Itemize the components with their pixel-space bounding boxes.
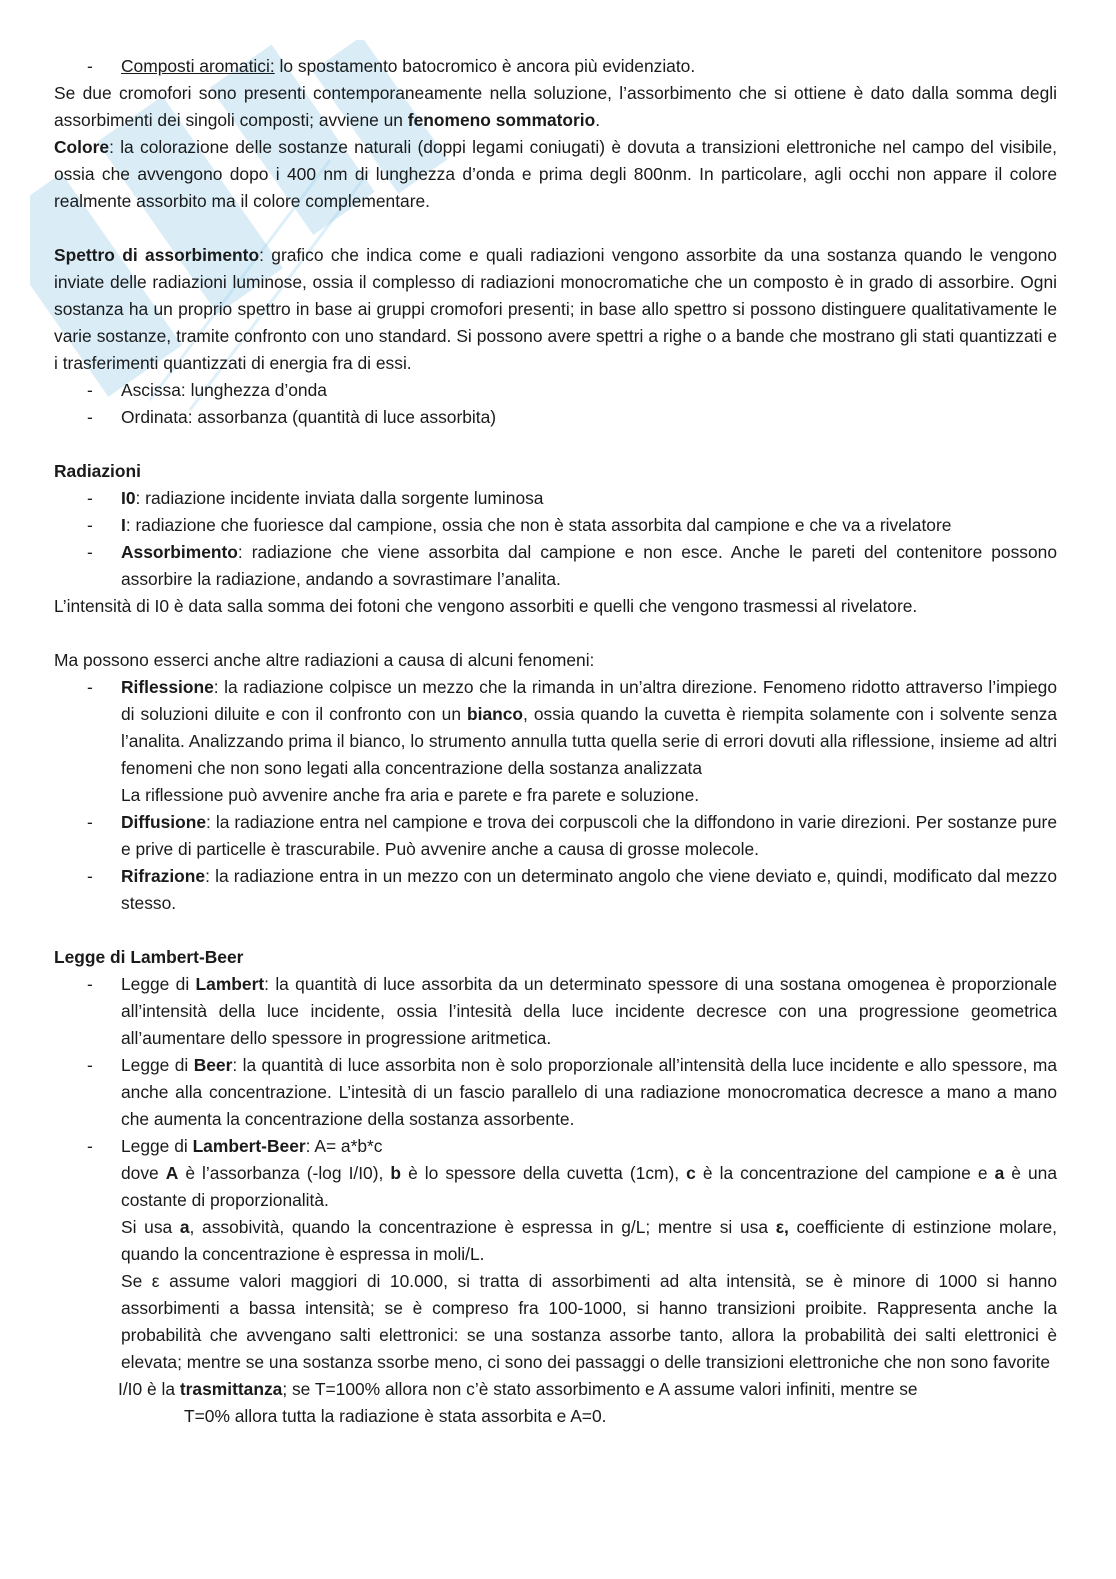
term-riflessione: Riflessione — [121, 677, 214, 697]
bullet-text: : radiazione che viene assorbita dal campione e non esce. Anche le pareti del contenitore possono assorbire la radiazione, andando a sovrastimare l’analita. — [121, 542, 1057, 589]
var-epsilon: ε, — [775, 1217, 789, 1237]
paragraph-text: Se due cromofori sono presenti contemporaneamente nella soluzione, l’assorbimento che si ottiene è dato dalla somma degli assorbimenti dei singoli composti; avviene un — [54, 83, 1057, 130]
heading-lambert-beer — [54, 944, 1057, 971]
bullet-legge-lambert-beer — [54, 1133, 1057, 1160]
bullet-text: Legge di — [121, 1055, 194, 1075]
heading-radiazioni — [54, 458, 1057, 485]
document-body — [54, 53, 1057, 1430]
bullet-text: , ossia quando la cuvetta è riempita solamente con i solvente senza l’analita. Analizzando prima il bianco, lo strumento annulla tutta quella serie di errori dovuti alla riflessione, insieme ad altri fenomeni che non sono legati alla concentrazione della sostanza analizzata — [121, 704, 1057, 778]
bullet-text: Ascissa: lunghezza d’onda — [121, 380, 327, 400]
bullet-i — [54, 512, 1057, 539]
term-i: I — [121, 515, 126, 535]
text: , assobività, quando la concentrazione è espressa in g/L; mentre si usa — [189, 1217, 776, 1237]
paragraph-text: : grafico che indica come e quali radiazioni vengono assorbite da una sostanza quando le vengono inviate delle radiazioni luminose, ossia il complesso di radiazioni monocromatiche che un composto è in grado di assorbire. Ogni sostanza ha un proprio spettro in base ai gruppi cromofori presenti; in base allo spettro si possono distinguere qualitativamente le varie sostanze, tramite confronto con uno standard. Si possono avere spettri a righe o a bande che mostrano gli stati quantizzati e i trasferimenti quantizzati di energia fra di essi. — [54, 245, 1057, 373]
list-dash: - — [87, 380, 93, 400]
term-diffusione: Diffusione — [121, 812, 207, 832]
list-dash: - — [87, 812, 93, 832]
term-i0: I0 — [121, 488, 136, 508]
paragraph-spettro — [54, 242, 1057, 377]
bullet-riflessione — [54, 674, 1057, 782]
bullet-text: : radiazione che fuoriesce dal campione, ossia che non è stata assorbita dal campione e che va a rivelatore — [125, 515, 952, 535]
bullet-legge-beer — [54, 1052, 1057, 1133]
text: ; se T=100% allora non c’è stato assorbimento e A assume valori infiniti, mentre se — [282, 1379, 918, 1399]
term-rifrazione: Rifrazione — [121, 866, 206, 886]
list-dash: - — [87, 56, 93, 76]
bullet-text: Legge di — [121, 1136, 193, 1156]
bullet-ascissa — [54, 377, 1057, 404]
var-a: a — [994, 1163, 1005, 1183]
term-lambert-beer: Lambert-Beer — [192, 1136, 306, 1156]
formula-si-usa — [54, 1214, 1057, 1268]
list-dash: - — [87, 1136, 93, 1156]
var-a-upper: A — [165, 1163, 179, 1183]
heading-text: Radiazioni — [54, 461, 141, 481]
bullet-text: : la radiazione entra in un mezzo con un determinato angolo che viene deviato e, quindi, modificato dal mezzo stesso. — [121, 866, 1057, 913]
list-dash: - — [87, 488, 93, 508]
paragraph-intensita: L’intensità di I0 è data salla somma dei fotoni che vengono assorbiti e quelli che vengono trasmessi al rivelatore. — [54, 596, 918, 616]
text: Si usa — [121, 1217, 180, 1237]
text: coefficiente di estinzione molare, quando la concentrazione è espressa in moli/L. — [121, 1217, 1057, 1264]
bullet-text: : la quantità di luce assorbita non è solo proporzionale all’intensità della luce incidente e allo spessore, ma anche alla concentrazione. L’intesità di un fascio parallelo di una radiazione monocromatica decresce a mano a mano che aumenta la concentrazione della sostanza assorbente. — [121, 1055, 1057, 1129]
bullet-composti-aromatici — [54, 53, 1057, 80]
var-c: c — [686, 1163, 696, 1183]
text: I/I0 è la — [118, 1379, 180, 1399]
bullet-i0 — [54, 485, 1057, 512]
term-trasmittanza: trasmittanza — [179, 1379, 283, 1399]
term-composti-aromatici: Composti aromatici: — [121, 56, 275, 76]
term-colore: Colore — [54, 137, 110, 157]
term-beer: Beer — [193, 1055, 233, 1075]
term-bianco: bianco — [467, 704, 524, 724]
formula-dove — [54, 1160, 1057, 1214]
bullet-text: lo spostamento batocromico è ancora più evidenziato. — [274, 56, 696, 76]
list-dash: - — [87, 515, 93, 535]
term-fenomeno-sommatorio: fenomeno sommatorio — [407, 110, 596, 130]
term-assorbimento: Assorbimento — [121, 542, 238, 562]
formula-text: : A= a*b*c — [305, 1136, 383, 1156]
bullet-text: Ordinata: assorbanza (quantità di luce assorbita) — [121, 407, 497, 427]
term-lambert: Lambert — [195, 974, 265, 994]
text: è la concentrazione del campione e — [695, 1163, 995, 1183]
paragraph-altre-radiazioni: Ma possono esserci anche altre radiazioni a causa di alcuni fenomeni: — [54, 650, 595, 670]
list-dash: - — [87, 1055, 93, 1075]
paragraph-text: . — [595, 110, 601, 130]
riflessione-note: La riflessione può avvenire anche fra aria e parete e fra parete e soluzione. — [121, 785, 700, 805]
list-dash: - — [87, 677, 93, 697]
paragraph-trasmittanza-cont: T=0% allora tutta la radiazione è stata assorbita e A=0. — [184, 1406, 607, 1426]
paragraph-cromofori — [54, 80, 1057, 134]
bullet-assorbimento — [54, 539, 1057, 593]
bullet-text: : la radiazione entra nel campione e trova dei corpuscoli che la diffondono in varie direzioni. Per sostanze pure e prive di particelle è trascurabile. Può avvenire anche a causa di grosse molecole. — [121, 812, 1057, 859]
bullet-ordinata — [54, 404, 1057, 431]
formula-epsilon-note: Se ε assume valori maggiori di 10.000, si tratta di assorbimenti ad alta intensità, se è minore di 1000 si hanno assorbimenti a bassa intensità; se è compreso fra 100-1000, si hanno transizioni proibite. Rappresenta anche la probabilità che avvengano salti elettronici: se una sostanza assorbe tanto, allora la probabilità dei salti elettronici è elevata; mentre se una sostanza ssorbe meno, ci sono dei passaggi o delle transizioni elettroniche che non sono favorite — [121, 1271, 1057, 1372]
text: dove — [121, 1163, 166, 1183]
text: è lo spessore della cuvetta (1cm), — [401, 1163, 687, 1183]
heading-text: Legge di Lambert-Beer — [54, 947, 244, 967]
var-b: b — [390, 1163, 402, 1183]
paragraph-trasmittanza — [54, 1376, 1057, 1403]
bullet-legge-lambert — [54, 971, 1057, 1052]
text: è una costante di proporzionalità. — [121, 1163, 1057, 1210]
term-spettro: Spettro di assorbimento — [54, 245, 260, 265]
list-dash: - — [87, 974, 93, 994]
paragraph-colore — [54, 134, 1057, 215]
bullet-text: : la quantità di luce assorbita da un determinato spessore di una sostana omogenea è proporzionale all’intensità della luce incidente, ossia l’intesità della luce incidente decresce con una progressione geometrica all’aumentare dello spessore in progressione aritmetica. — [121, 974, 1057, 1048]
list-dash: - — [87, 866, 93, 886]
bullet-rifrazione — [54, 863, 1057, 917]
bullet-text: : radiazione incidente inviata dalla sorgente luminosa — [135, 488, 544, 508]
bullet-diffusione — [54, 809, 1057, 863]
text: è l’assorbanza (-log I/I0), — [178, 1163, 391, 1183]
paragraph-text: : la colorazione delle sostanze naturali (doppi legami coniugati) è dovuta a transizioni elettroniche nel campo del visibile, ossia che avvengono dopo i 400 nm di lunghezza d’onda e prima degli 800nm. In particolare, agli occhi non appare il colore realmente assorbito ma il colore complementare. — [54, 137, 1057, 211]
var-a: a — [179, 1217, 190, 1237]
list-dash: - — [87, 542, 93, 562]
list-dash: - — [87, 407, 93, 427]
bullet-text: : la radiazione colpisce un mezzo che la rimanda in un’altra direzione. Fenomeno ridotto attraverso l’impiego di soluzioni diluite e con il confronto con un — [121, 677, 1057, 724]
bullet-text: Legge di — [121, 974, 196, 994]
